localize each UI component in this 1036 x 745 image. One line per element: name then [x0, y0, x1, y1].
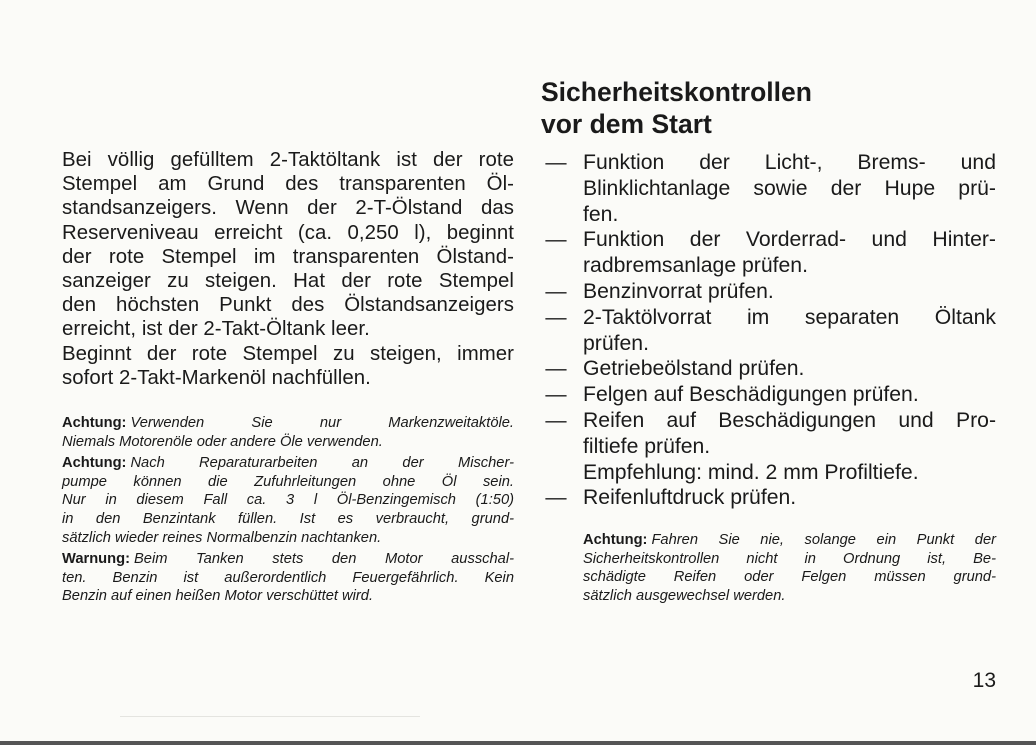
dash-bullet: — — [545, 486, 567, 510]
note-line: Benzin auf einen heißen Motor verschüttet wird. — [62, 588, 374, 605]
paragraph-line: standsanzeigers. Wenn der 2-T-Ölstand das — [62, 197, 514, 220]
checklist-item — [541, 279, 996, 305]
safety-note — [583, 531, 996, 605]
right-column — [541, 76, 996, 606]
dash-bullet: — — [545, 383, 567, 407]
checklist-item — [541, 382, 996, 408]
note-line: in den Benzintank füllen. Ist es verbraucht, grund- — [62, 511, 514, 527]
scan-artifact-line — [120, 716, 420, 717]
note-line — [583, 531, 996, 550]
note-line: Niemals Motorenöle oder andere Öle verwenden. — [62, 433, 383, 450]
paragraph-line: Bei völlig gefülltem 2-Taktöltank ist der rote — [62, 149, 514, 171]
checklist-line: Getriebeölstand prüfen. — [583, 357, 805, 381]
paragraph-line: Beginnt der rote Stempel zu steigen, immer — [62, 342, 514, 365]
checklist-line: Felgen auf Beschädigungen prüfen. — [583, 383, 919, 407]
oil-level-paragraph — [62, 148, 514, 390]
checklist-line: filtiefe prüfen. — [583, 434, 711, 458]
checklist-item — [541, 227, 996, 279]
section-heading — [541, 76, 996, 140]
note-text: Verwenden Sie nur Markenzweitaktöle. — [130, 415, 514, 432]
checklist-line: prüfen. — [583, 331, 649, 355]
paragraph-line: der rote Stempel im transparenten Ölstand- — [62, 245, 514, 268]
checklist-line: Blinklichtanlage sowie der Hupe prü- — [583, 176, 996, 200]
checklist-line: radbremsanlage prüfen. — [583, 254, 808, 278]
paragraph-line: den höchsten Punkt des Ölstandsanzeigers — [62, 294, 514, 317]
note-text: Fahren Sie nie, solange ein Punkt der — [651, 532, 996, 549]
bottom-edge — [0, 741, 1036, 745]
dash-bullet: — — [545, 228, 567, 252]
paragraph-line: sanzeiger zu steigen. Hat der rote Stempel — [62, 270, 514, 293]
note-line: sätzlich ausgewechsel werden. — [583, 587, 786, 604]
checklist-line: Empfehlung: mind. 2 mm Profiltiefe. — [583, 460, 919, 484]
dash-bullet: — — [545, 408, 567, 432]
paragraph-line: sofort 2-Takt-Markenöl nachfüllen. — [62, 366, 371, 389]
note-line: Nur in diesem Fall ca. 3 l Öl-Benzingemisch (1:50) — [62, 492, 514, 509]
note-line — [62, 414, 514, 433]
paragraph-line: erreicht, ist der 2-Takt-Öltank leer. — [62, 318, 370, 341]
dash-bullet: — — [545, 279, 567, 303]
left-column — [62, 148, 514, 609]
checklist-item — [541, 305, 996, 357]
page-number: 13 — [972, 669, 996, 692]
checklist-line: Funktion der Licht-, Brems- und — [583, 151, 996, 174]
note-attention-1 — [62, 414, 514, 451]
note-attention-2 — [62, 454, 514, 547]
checklist-item — [541, 408, 996, 485]
checklist-item — [541, 485, 996, 511]
checklist-line: Reifen auf Beschädigungen und Pro- — [583, 408, 996, 432]
checklist-line: Funktion der Vorderrad- und Hinter- — [583, 228, 996, 252]
note-line: schädigte Reifen oder Felgen müssen grund- — [583, 569, 996, 586]
dash-bullet: — — [545, 305, 567, 329]
note-line: pumpe können die Zufuhrleitungen ohne Öl sein. — [62, 473, 514, 490]
checklist-item — [541, 150, 996, 227]
note-label: Warnung: — [62, 551, 130, 568]
safety-checklist — [541, 150, 996, 511]
note-warning — [62, 550, 514, 606]
checklist-line: 2-Taktölvorrat im separaten Öltank — [583, 305, 996, 329]
note-line: ten. Benzin ist außerordentlich Feuergefährlich. Kein — [62, 569, 514, 586]
note-line: sätzlich wieder reines Normalbenzin nachtanken. — [62, 529, 382, 546]
note-label: Achtung: — [583, 532, 648, 549]
note-text: Nach Reparaturarbeiten an der Mischer- — [130, 455, 514, 472]
note-text: Beim Tanken stets den Motor ausschal- — [133, 551, 514, 568]
note-label: Achtung: — [62, 455, 127, 472]
note-line — [62, 550, 514, 569]
checklist-line: Reifenluftdruck prüfen. — [583, 486, 797, 510]
dash-bullet: — — [545, 151, 567, 174]
checklist-line: fen. — [583, 202, 619, 226]
paragraph-line: Reserveniveau erreicht (ca. 0,250 l), beginnt — [62, 221, 514, 244]
paragraph-line: Stempel am Grund des transparenten Öl- — [62, 173, 514, 196]
checklist-line: Benzinvorrat prüfen. — [583, 279, 774, 303]
note-label: Achtung: — [62, 415, 127, 432]
checklist-item — [541, 356, 996, 382]
heading-line: vor dem Start — [541, 109, 712, 139]
dash-bullet: — — [545, 357, 567, 381]
note-line — [62, 454, 514, 473]
heading-line: Sicherheitskontrollen — [541, 77, 812, 107]
notes-block — [62, 414, 514, 606]
note-line: Sicherheitskontrollen nicht in Ordnung ist, Be- — [583, 550, 996, 567]
